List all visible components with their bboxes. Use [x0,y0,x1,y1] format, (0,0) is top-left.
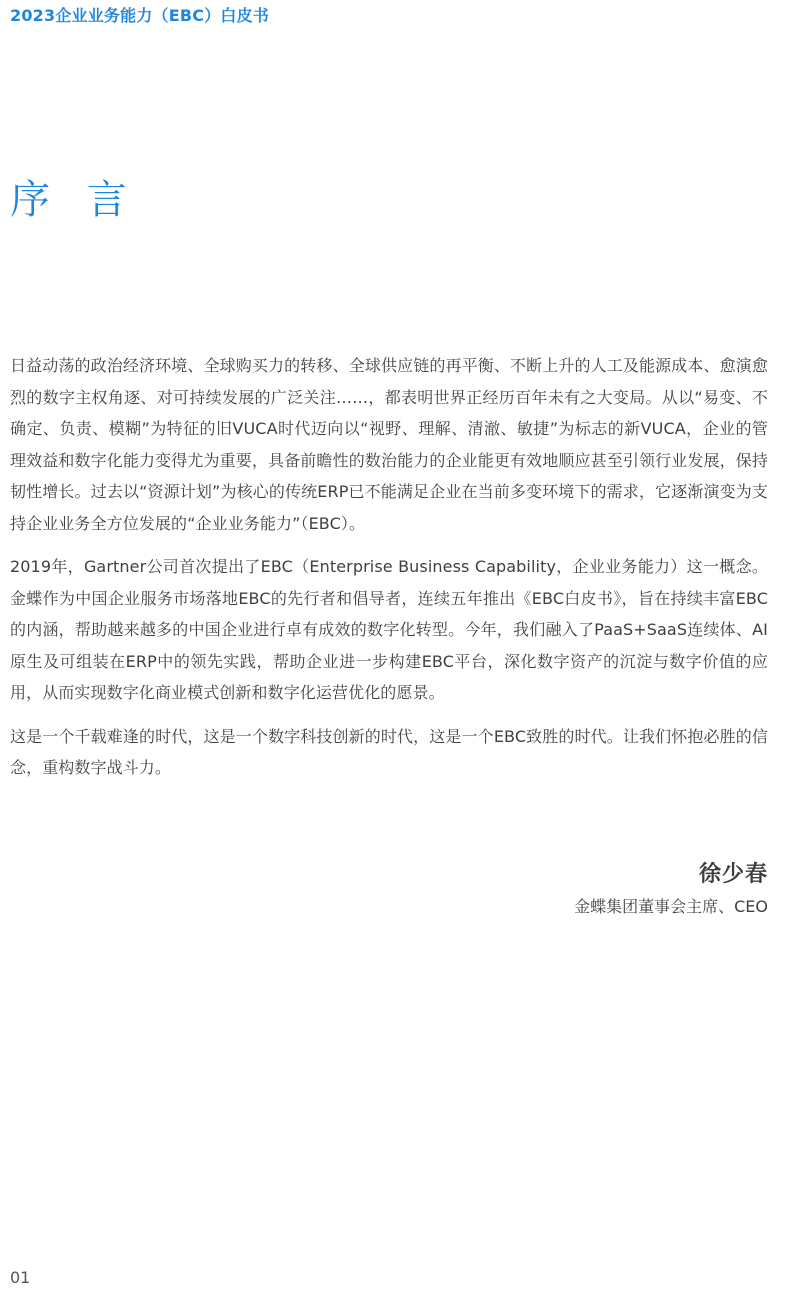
signature-block [574,858,768,922]
preface-body [10,350,768,796]
signature-name: 徐少春 [698,862,768,887]
signature-role: 金蝶集团董事会主席、CEO [574,897,768,916]
preface-paragraph-2: 2019年，Gartner公司首次提出了EBC（Enterprise Business Capability，企业业务能力）这一概念。金蝶作为中国企业服务市场落地EBC的先行者和倡导者，连续五年推出《EBC白皮书》，旨在持续丰富EBC的内涵，帮助越来越多的中国企业进行卓有成效的数字化转型。今年，我们融入了PaaS+SaaS连续体、AI原生及可组装在ERP中的领先实践，帮助企业进一步构建EBC平台，深化数字资产的沉淀与数字价值的应用，从而实现数字化商业模式创新和数字化运营优化的愿景。 [10,557,768,702]
page-number: 01 [10,1268,31,1287]
page-title: 序 言 [10,177,139,223]
document-header-title: 2023企业业务能力（EBC）白皮书 [10,6,269,25]
preface-paragraph-3: 这是一个千载难逢的时代，这是一个数字科技创新的时代，这是一个EBC致胜的时代。让我们怀抱必胜的信念，重构数字战斗力。 [10,726,768,777]
preface-paragraph-1: 日益动荡的政治经济环境、全球购买力的转移、全球供应链的再平衡、不断上升的人工及能源成本、愈演愈烈的数字主权角逐、对可持续发展的广泛关注……，都表明世界正经历百年未有之大变局。从以“易变、不确定、负责、模糊”为特征的旧VUCA时代迈向以“视野、理解、清澈、敏捷”为标志的新VUCA，企业的管理效益和数字化能力变得尤为重要，具备前瞻性的数治能力的企业能更有效地顺应甚至引领行业发展，保持韧性增长。过去以“资源计划”为核心的传统ERP已不能满足企业在当前多变环境下的需求，它逐渐演变为支持企业业务全方位发展的“企业业务能力”（EBC）。 [10,356,768,533]
